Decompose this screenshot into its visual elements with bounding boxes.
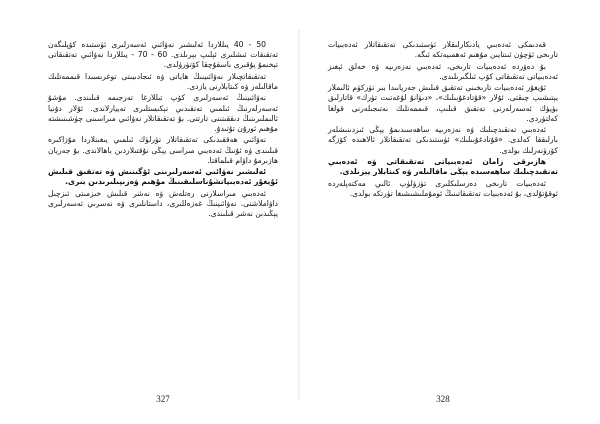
left-text-column <box>48 40 278 219</box>
paragraph: ئۇيغۇر ئەدەبىيات تارىخىنى تەتقىق قىلىش جەريانىدا بىر تۈركۈم ئالىملار يېتىشىپ چىقتى. ئۇلار «قۇتادغۇبىلىك»، «دىۋانۇ لۇغەتىت تۈرك» قاتارلىق بۈيۈك ئەسەرلەرنى تەتقىق قىلىپ، قىممەتلىك نەتىجىلەرنى قولغا كەلتۈردى. <box>328 83 558 123</box>
right-text-column <box>328 40 558 199</box>
paragraph: 50 - 40 يىللاردا ئەلىشىر نەۋائىي ئەسەرلىرى ئۈستىدە كۆپلىگەن تەتقىقات ئىشلىرى ئېلىپ بېرىلدى. 60 - 70 - يىللاردا نەۋائىي تەتقىقاتى تېخىمۇ يۇقىرى باسقۇچقا كۆتۈرۈلدى. <box>48 40 278 70</box>
paragraph: بۇ دەۋردە ئەدەبىيات تارىخى، ئەدەبىي نەزەرىيە ۋە خەلق ئېغىز ئەدەبىياتى تەتقىقاتى كۆپ ئىلگىرىلىدى. <box>328 61 558 81</box>
paragraph: نەۋائىي ھەققىدىكى تەتقىقاتلار تۈرلۈك ئىلمىي يىغىنلاردا مۇزاكىرە قىلىندى ۋە ئۇنىڭ ئەدەبىي مىراسى يېڭى نۇقتىلاردىن باھالاندى. بۇ جەريان ھازىرمۇ داۋام قىلماقتا. <box>48 135 278 165</box>
paragraph: ئەلىشىر نەۋائىي ئەسەرلىرىنى ئۆگىنىش ۋە تەتقىق قىلىش ئۇيغۇر ئەدەبىياتشۇناسلىقىنىڭ مۇھىم ۋەزىپىلىرىدىن بىرى. <box>48 167 278 187</box>
paragraph: ئەدەبىيات تارىخى دەرسلىكلىرى تۈزۈلۈپ ئالىي مەكتەپلەردە ئوقۇتۇلدى، بۇ ئەدەبىيات تەتقىقاتىنىڭ ئومۇملىشىشىغا تۈرتكە بولدى. <box>328 178 558 198</box>
page-number-left: 327 <box>156 394 170 404</box>
paragraph: ئەدەبىي مىراسلارنى رەتلەش ۋە نەشر قىلىش خىزمىتى ئىزچىل داۋاملاشتى. نەۋائىينىڭ غەزەللىرى، داستانلىرى ۋە نەسرىي ئەسەرلىرى يېڭىدىن نەشر قىلىندى. <box>48 188 278 219</box>
paragraph: ھازىرقى زامان ئەدەبىياتى تەتقىقاتى ۋە ئەدەبىي تەنقىدچىلىك ساھەسىدە يېڭى ماقالىلەر ۋە كىتابلار يېزىلدى. <box>328 156 558 177</box>
paragraph: ئەدەبىي تەنقىدچىلىك ۋە نەزەرىيە ساھەسىدىمۇ يېڭى ئىزدىنىشلەر بارلىققا كەلدى. «قۇتادغۇبىلىك» ئۈستىدىكى تەتقىقاتلار ئالاھىدە كۆزگە كۆرۈنەرلىك بولدى. <box>328 125 558 155</box>
paragraph: نەۋائىينىڭ ئەسەرلىرى كۆپ تىللارغا تەرجىمە قىلىندى. مۇشۇ ئەسەرلەرنىڭ ئىلمىي تەنقىدىي تېكىستلىرى تەييارلاندى. ئۇلار دۇنيا ئالىملىرىنىڭ دىققىتىنى تارتتى. بۇ تەتقىقاتلار نەۋائىي مىراسىنى چۈشىنىشتە مۇھىم ئورۇن تۇتىدۇ. <box>48 93 278 133</box>
right-page <box>300 0 600 424</box>
paragraph: قەدىمكى ئەدەبىي يادىكارلىقلار ئۈستىدىكى تەتقىقاتلار ئەدەبىيات تارىخى ئۈچۈن ئىنتايىن مۇھىم ئەھمىيەتكە ئىگە. <box>328 40 558 60</box>
paragraph: تەتقىقاتچىلار نەۋائىينىڭ ھاياتى ۋە ئىجادىيىتى توغرىسىدا قىممەتلىك ماقالىلەر ۋە كىتابلارنى يازدى. <box>48 71 278 91</box>
page-number-right: 328 <box>436 394 450 404</box>
